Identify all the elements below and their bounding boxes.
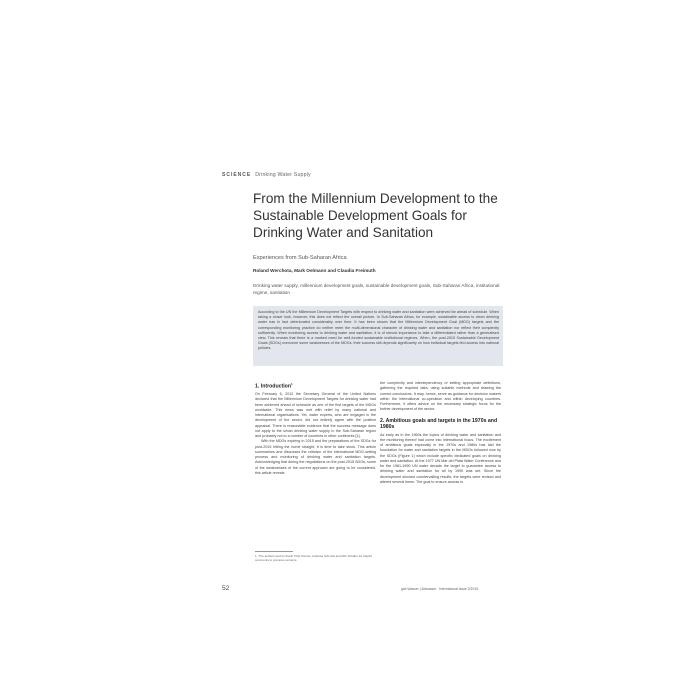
journal-issue: International Issue 2/2015	[439, 587, 479, 591]
journal-name: gwf-Wasser | Abwasser	[401, 587, 437, 591]
footnote-mark: 1	[255, 554, 257, 558]
intro-paragraph-1: On February 6, 2012 the Secretary General of the United Nations declared that the Millennium Development Targets for drinking water had been achieved ahead of schedule as one of the first targets of the MDGs worldwide. This news was met with relief by many national and international organisations. Yet, water experts, who are engaged in the development of the sector, did not entirely agree with the positive appraisal. There is reasonable evidence that the success message does not apply to the urban drinking water supply in the Sub-Saharan region and probably not to a number of countries in other continents [1].	[255, 392, 376, 439]
footnote-divider	[255, 551, 293, 552]
intro-footnote-marker: 1	[291, 382, 293, 386]
section-topic: Drinking Water Supply	[255, 172, 311, 178]
article-keywords: Drinking water supply, millennium development goals, sustainable development goals, Sub-Saharan Africa, institutional regime, sanitation	[253, 283, 500, 295]
section-label: SCIENCE	[222, 172, 252, 178]
article-title: From the Millennium Development to the Sustainable Development Goals for Drinking Water and Sanitation	[253, 191, 498, 241]
footnote-text: The authors wish to thank Thilo Panzer, Andreas Schmidt and Dirk Schäfer for helpful comments to previous versions.	[255, 554, 373, 562]
abstract-text: According to the UN the Millennium Development Targets with respect to drinking water and sanitation were achieved far ahead of schedule. When taking a closer look, however, this does not reflect the overall picture. In Sub-Saharan Africa, for example, sustainable access to clean drinking water has in fact deteriorated considerably over time. It has been shown that the Millennium Development Goal (MDG) targets and the corresponding monitoring practice do neither meet the multi-dimensional character of drinking water and sanitation nor reflect their complexity sufficiently. When monitoring access to drinking water and sanitation, it is of utmost importance to take a differentiated rather than a generalised view. This reveals that there is a marked need for well-funded sustainable institutional regimes. When, the post-2015 Sustainable Development Goals (SDGs) overcome some weaknesses of the MDGs, their success still depends significantly on how individual targets find access into national policies.	[258, 310, 499, 351]
goals-heading: 2. Ambitious goals and targets in the 1970s and 1980s	[380, 417, 498, 430]
section-header	[222, 172, 311, 178]
journal-footer	[401, 587, 478, 591]
footnote	[255, 554, 373, 562]
column-left	[255, 381, 376, 546]
page-number: 52	[222, 585, 230, 592]
article-subtitle: Experiences from Sub-Saharan Africa	[253, 255, 347, 261]
right-paragraph-1: the complexity and interdependency of setting appropriate definitions, gathering the required data, using suitable methods and drawing the correct conclusions. It may, hence, serve as guidance for decision makers within the international co-operation and within developing countries. Furthermore, it offers advice on the necessary strategic focus for the further development of the sector.	[380, 381, 501, 412]
intro-paragraph-2: With the MDGs expiring in 2015 and the preparations of the SDGs for post-2015 hitting the home straight, it is time to take stock. This article summarises and discusses the criticism of the international MDG-setting process and monitoring of drinking water and sanitation targets. Acknowledging that during the negotiations on the post-2015 SDGs, some of the weaknesses of the current approach are going to be considered, this article reveals	[255, 439, 376, 475]
abstract-box	[253, 306, 503, 366]
intro-heading: 1. Introduction$^1$	[255, 382, 293, 390]
goals-paragraph-1: As early as in the 1960s the topics of drinking water and sanitation and the monitoring thereof had come into international focus. The excitement of ambitious goals especially in the 1970s and 1980s has laid the foundation for water and sanitation targets in the MDGs followed now by the SDGs (Figure 1) which include specific dedicated goals on drinking water and sanitation. At the 1977 UN Mar del Plata Water Conference and for the 1981-1990 UN water decade the target to guarantee access to drinking water and sanitation for all by 1990 was set. Since the development showed countervailing results, the targets were revised and altered several times. The goal to ensure access to	[380, 432, 501, 484]
article-authors: Roland Werchota, Mark Oelmann and Claudia Freimuth	[253, 268, 376, 273]
column-right	[380, 381, 501, 591]
